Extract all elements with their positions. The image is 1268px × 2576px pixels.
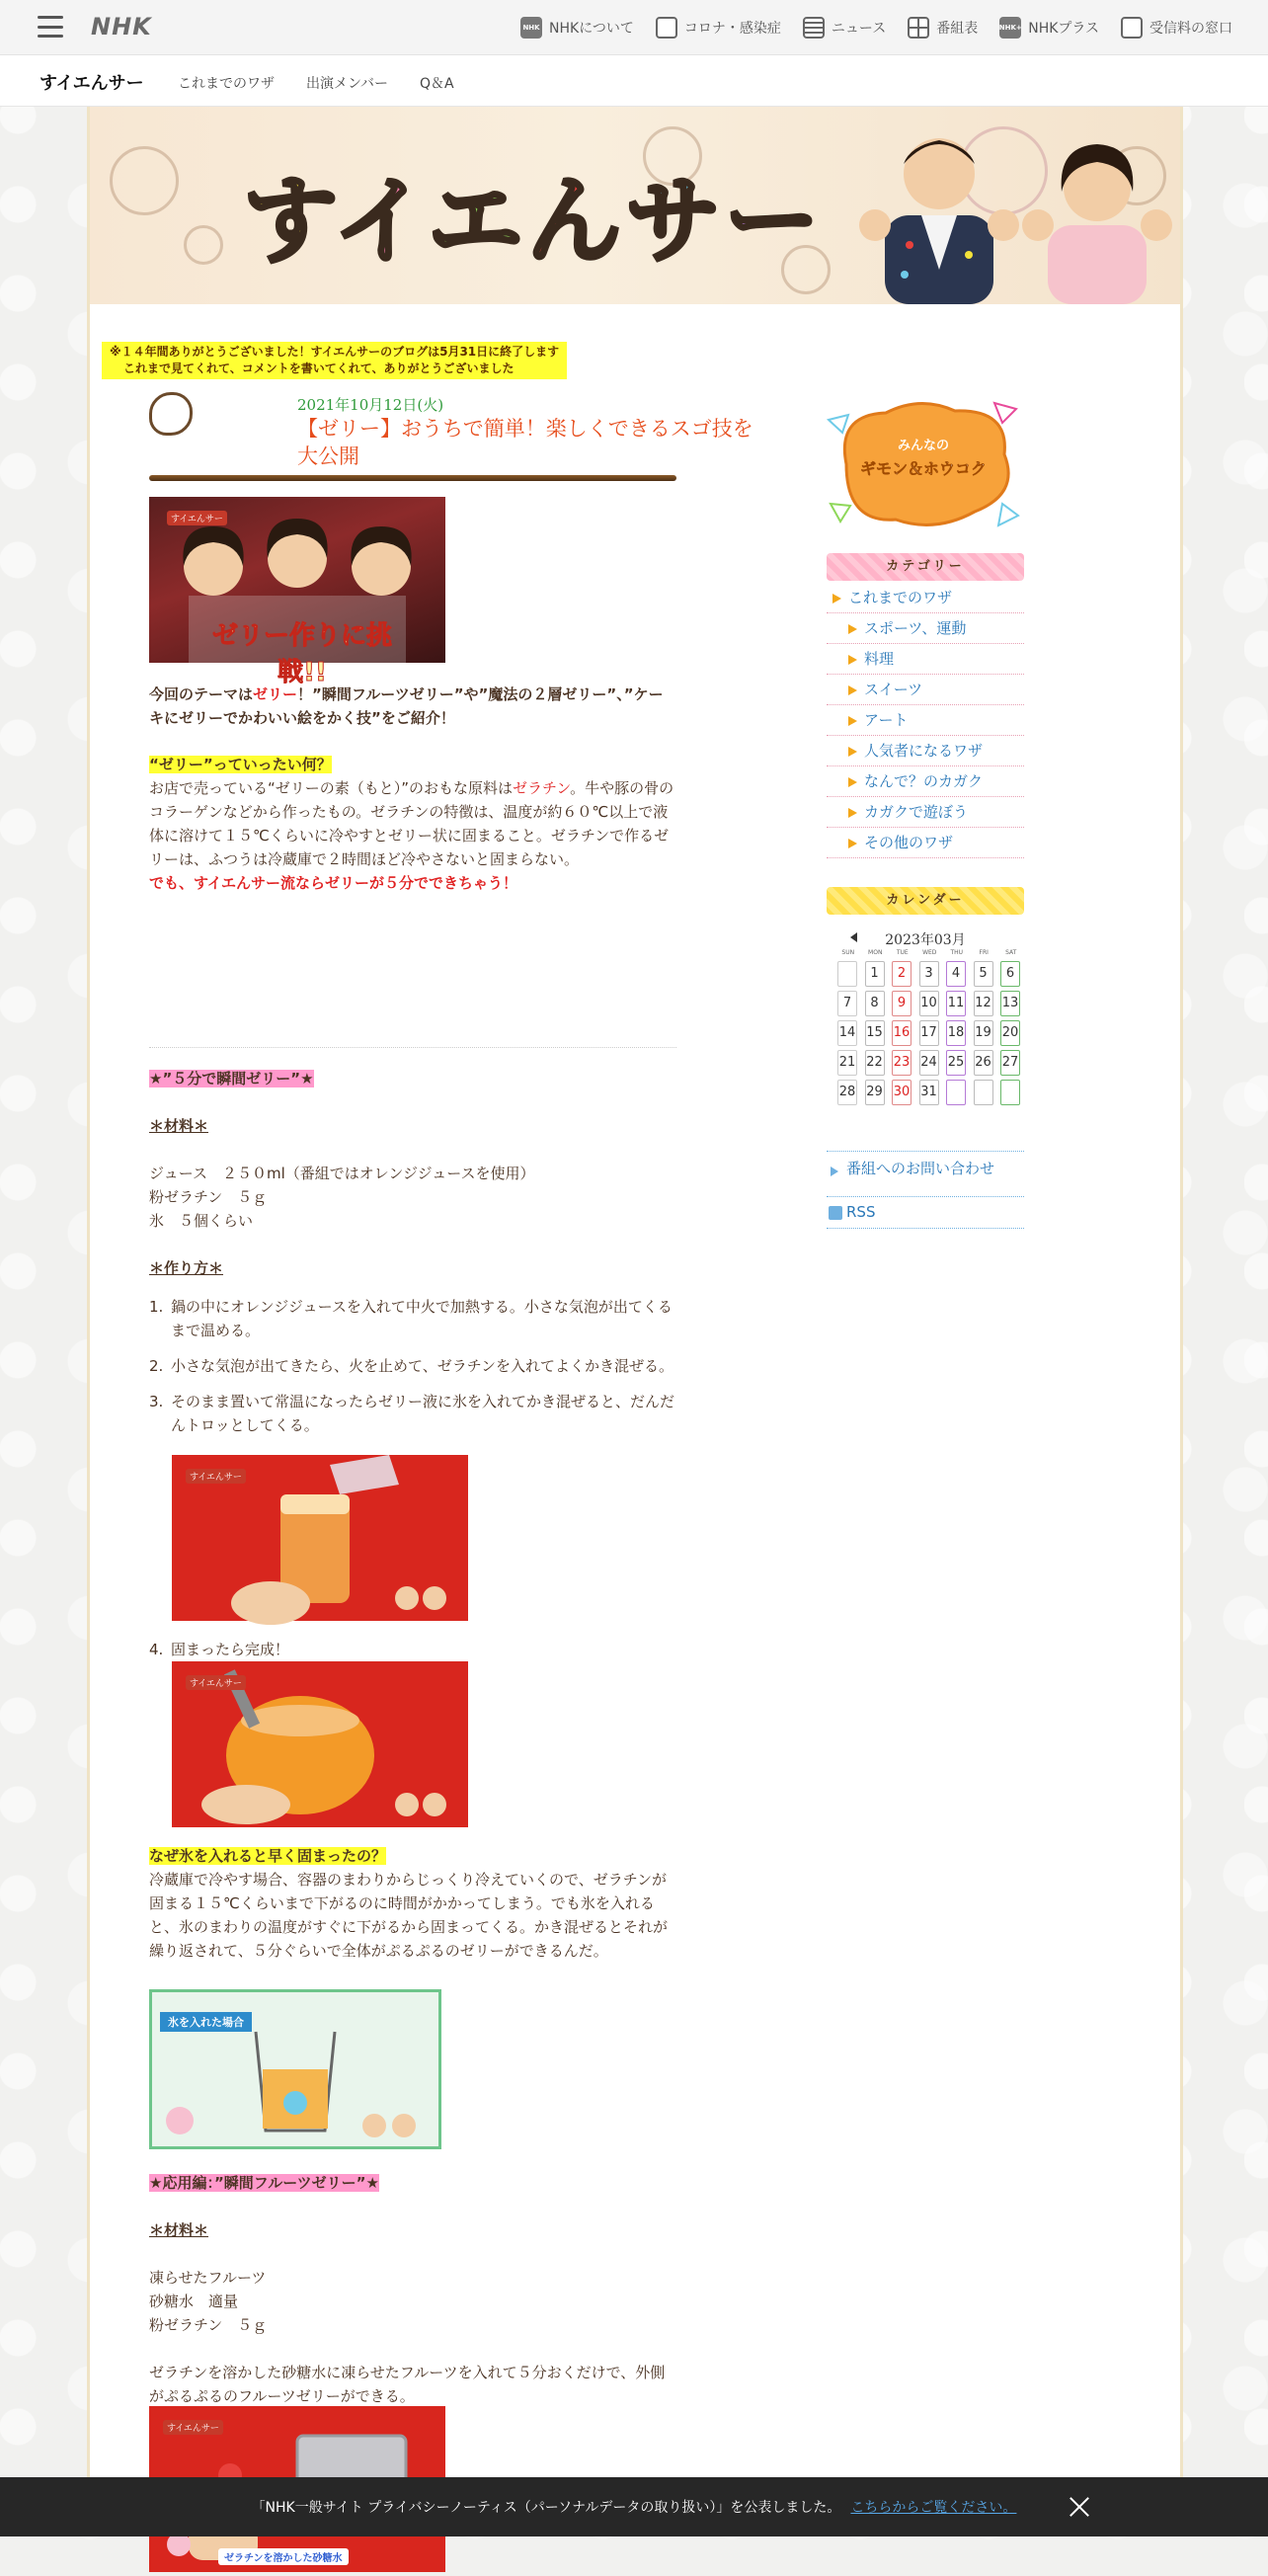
calendar-grid [834, 949, 1025, 1107]
material-item: 砂糖水 適量 [149, 2293, 239, 2310]
calendar-day[interactable]: 9 [892, 991, 911, 1016]
calendar-day[interactable]: 8 [865, 991, 885, 1016]
category-label: その他のワザ [864, 834, 954, 851]
calendar-day[interactable]: 21 [837, 1050, 857, 1076]
section-divider [149, 1047, 676, 1048]
gnav-label: コロナ・感染症 [683, 21, 781, 37]
section-heading: ★”５分で瞬間ゼリー”★ [149, 1070, 314, 1087]
category-item[interactable] [827, 705, 1024, 736]
banner-logo: すイエんサー [243, 166, 824, 277]
calendar-weekday: TUE [896, 949, 909, 956]
calendar-day[interactable]: 13 [1000, 991, 1020, 1016]
category-label: なんで？のカガク [864, 772, 984, 790]
category-item[interactable] [827, 797, 1024, 828]
material-item: ジュース ２５０ml（番組ではオレンジジュースを使用） [149, 1165, 535, 1182]
gnav-reception[interactable] [1121, 17, 1232, 39]
category-item[interactable] [827, 766, 1024, 797]
calendar-day[interactable]: 11 [946, 991, 966, 1016]
calendar-day [974, 1080, 993, 1105]
global-nav [520, 0, 1232, 55]
calendar-day[interactable]: 25 [946, 1050, 966, 1076]
category-label: アート [864, 711, 909, 729]
step-text: そのまま置いて常温になったらゼリー液に氷を入れてかき混ぜると、だんだんトロッとしてくる。 [171, 1393, 675, 1434]
section-heading: ★応用編：”瞬間フルーツゼリー”★ [149, 2174, 379, 2192]
hamburger-menu-icon[interactable] [38, 16, 63, 38]
nav-link-qa[interactable]: Q＆A [420, 76, 454, 92]
calendar-day[interactable]: 16 [892, 1020, 911, 1046]
category-label: これまでのワザ [848, 589, 953, 606]
calendar-weekday: MON [868, 949, 883, 956]
privacy-notice-bar [0, 2477, 1268, 2536]
nhk-about-icon: NHK [520, 17, 542, 39]
materials-heading: ＊材料＊ [149, 2221, 209, 2239]
category-item[interactable] [827, 675, 1024, 705]
calendar-day[interactable]: 26 [974, 1050, 993, 1076]
calendar-day[interactable]: 7 [837, 991, 857, 1016]
step-number: 4. [149, 1641, 164, 1658]
calendar-day[interactable]: 27 [1000, 1050, 1020, 1076]
why-ice-answer: 冷蔵庫で冷やす場合、容器のまわりからじっくり冷えていくので、ゼラチンが固まる１５℃くらいまで下がるのに時間がかかってしまう。でも氷を入れると、氷のまわりの温度がすぐに下がるから固まってくる。かき混ぜるとそれが繰り返されて、５分ぐらいで全体がぷるぷるのゼリーができるんだ。 [149, 1871, 669, 1960]
calendar-month: 2023年03月 [885, 932, 966, 948]
step4-image [172, 1661, 468, 1827]
intro-theme: ゼリー [253, 685, 298, 703]
calendar-weekday: SUN [841, 949, 855, 956]
nhk-plus-icon: NHK+ [999, 17, 1021, 39]
calendar-day [1000, 1080, 1020, 1105]
fruit-caption: ゼラチンを溶かした砂糖水 [218, 2548, 349, 2565]
image-badge: すイエんサー [186, 1675, 246, 1690]
material-item: 氷 ５個くらい [149, 1212, 254, 1230]
image-badge: すイエんサー [186, 1469, 246, 1484]
rss-link[interactable] [827, 1196, 1024, 1229]
gelatin-explanation [149, 776, 676, 871]
why-ice-section [149, 1844, 676, 1963]
question-heading: なぜ氷を入れると早く固まったの？ [149, 1847, 387, 1865]
questions-reports-badge[interactable] [827, 395, 1020, 533]
step-item [149, 1295, 676, 1342]
step3-image [172, 1455, 468, 1621]
category-item[interactable] [827, 828, 1024, 858]
gnav-label: 番組表 [936, 21, 979, 37]
calendar-day[interactable]: 15 [865, 1020, 885, 1046]
calendar-day[interactable]: 22 [865, 1050, 885, 1076]
calendar-day[interactable]: 18 [946, 1020, 966, 1046]
program-banner[interactable] [90, 107, 1180, 304]
gnav-corona[interactable] [656, 17, 781, 39]
program-table-icon [908, 17, 929, 39]
arrow-icon [831, 1167, 838, 1176]
calendar-day[interactable]: 10 [919, 991, 939, 1016]
image-badge: すイエんサー [163, 2420, 223, 2435]
rss-icon [829, 1206, 842, 1220]
category-item[interactable] [827, 613, 1024, 644]
howto-heading: ＊作り方＊ [149, 1259, 224, 1277]
calendar-day[interactable]: 20 [1000, 1020, 1020, 1046]
material-item: 凍らせたフルーツ [149, 2269, 267, 2287]
fruit-jelly-text: ゼラチンを溶かした砂糖水に凍らせたフルーツを入れて５分おくだけで、外側がぷるぷるのフルーツゼリーができる。 [149, 2364, 666, 2405]
article-title-icon [149, 392, 193, 436]
intro-paragraph [149, 683, 676, 730]
arrow-icon [848, 839, 857, 848]
calendar-day[interactable]: 4 [946, 961, 966, 987]
category-item[interactable] [827, 583, 1024, 613]
close-icon[interactable] [1069, 2496, 1090, 2518]
calendar-weekday: FRI [979, 949, 989, 956]
contact-label: 番組へのお問い合わせ [846, 1160, 995, 1177]
calendar-day[interactable]: 23 [892, 1050, 911, 1076]
gnav-label: ニュース [831, 21, 887, 37]
nav-link-members[interactable]: 出演メンバー [306, 76, 389, 92]
question-heading: “ゼリー”っていったい何？ [149, 756, 332, 773]
gnav-label: NHKプラス [1028, 21, 1099, 37]
gnav-news[interactable] [803, 17, 886, 39]
gelatin-keyword: ゼラチン [513, 779, 571, 797]
badge-line-1: みんなの [897, 439, 949, 453]
nav-link-past-tips[interactable]: これまでのワザ [178, 76, 275, 92]
circle-doodle-icon [184, 225, 223, 265]
calendar-day[interactable]: 3 [919, 961, 939, 987]
reception-icon [1121, 17, 1143, 39]
step-number: 3. [149, 1393, 164, 1410]
step-number: 2. [149, 1357, 164, 1375]
presenter-girl-image [1018, 107, 1176, 304]
post-date: 2021年10月12日(火) [297, 396, 444, 414]
gnav-nhk-plus[interactable] [999, 17, 1099, 39]
arrow-icon [848, 685, 857, 695]
presenter-boy-image [850, 107, 1028, 304]
notice-line-1: ※１４年間ありがとうございました！すイエんサーのブログは5月31日に終了します [110, 345, 560, 359]
five-minute-claim: でも、すイエんサー流ならゼリーが５分でできちゃう！ [149, 874, 518, 892]
category-label: カガクで遊ぼう [864, 803, 969, 821]
badge-line-2: ギモン＆ホウコク [859, 459, 987, 478]
material-item: 粉ゼラチン ５ｇ [149, 2316, 268, 2334]
privacy-notice-link[interactable]: こちらからご覧ください。 [850, 2500, 1017, 2516]
calendar-day[interactable]: 24 [919, 1050, 939, 1076]
what-is-jelly-section [149, 753, 676, 895]
program-title[interactable]: すイエんサー [40, 73, 144, 94]
gnav-label: NHKについて [549, 21, 634, 37]
category-item[interactable] [827, 736, 1024, 766]
category-list [827, 583, 1024, 858]
calendar-weekday: THU [950, 949, 964, 956]
arrow-icon [848, 624, 857, 634]
arrow-icon [848, 808, 857, 818]
contact-link[interactable] [827, 1151, 1024, 1178]
program-nav [0, 55, 1268, 107]
materials-heading: ＊材料＊ [149, 1117, 209, 1135]
intro-text-after: ！”瞬間フルーツゼリー”や”魔法の２層ゼリー”、”ケーキにゼリーでかわいい絵をかく技”をご紹介！ [149, 685, 664, 727]
diagram-label: 氷を入れた場合 [160, 2012, 252, 2032]
calendar-heading: カレンダー [827, 887, 1024, 915]
step-item [149, 1638, 676, 1661]
calendar-weekday: SAT [1005, 949, 1017, 956]
step-item [149, 1354, 676, 1378]
fruit-jelly-section [149, 2171, 676, 2408]
notice-line-2: これまで見てくれて、コメントを書いてくれて、ありがとうございました [123, 362, 515, 375]
material-item: 粉ゼラチン ５ｇ [149, 1188, 268, 1206]
step-text: 鍋の中にオレンジジュースを入れて中火で加熱する。小さな気泡が出てくるまで温める。 [171, 1298, 673, 1339]
global-header [0, 0, 1268, 55]
calendar-day[interactable]: 28 [837, 1080, 857, 1105]
hero-caption: ゼリー作りに挑戦!! [211, 621, 392, 687]
calendar-day[interactable]: 17 [919, 1020, 939, 1046]
calendar-day[interactable]: 6 [1000, 961, 1020, 987]
step4 [149, 1638, 676, 1661]
category-heading: カテゴリー [827, 553, 1024, 581]
ice-diagram-image [149, 1989, 441, 2149]
step-item [149, 1390, 676, 1437]
arrow-icon [848, 716, 857, 726]
calendar-day[interactable]: 2 [892, 961, 911, 987]
calendar-day[interactable]: 30 [892, 1080, 911, 1105]
nhk-logo[interactable]: NHK [91, 13, 152, 40]
calendar-day[interactable]: 19 [974, 1020, 993, 1046]
hero-thumbnail [149, 497, 445, 687]
instant-jelly-section [149, 1067, 676, 1280]
calendar-day [946, 1080, 966, 1105]
gnav-nhk-about[interactable] [520, 17, 634, 39]
category-label: スポーツ、運動 [864, 619, 967, 637]
arrow-icon [848, 655, 857, 665]
explain-text: お店で売っている“ゼリーの素（もと）”のおもな原料は [149, 779, 514, 797]
blog-end-notice [102, 342, 567, 379]
news-icon [803, 17, 825, 39]
steps-list [149, 1295, 676, 1437]
globe-doodle-icon [110, 146, 179, 215]
calendar-day[interactable]: 12 [974, 991, 993, 1016]
rss-label: RSS [846, 1203, 876, 1221]
category-item[interactable] [827, 644, 1024, 675]
gnav-label: 受信料の窓口 [1149, 21, 1232, 37]
page-frame [87, 107, 1183, 2564]
explain-text: 。牛や豚の骨のコラーゲンなどから作ったもの。ゼラチンの特徴は、温度が約６０℃以上で液体に溶けて１５℃くらいに冷やすとゼリー状に固まること。ゼラチンで作るゼリーは、ふつうは冷蔵庫で２時間ほど冷やさないと固まらない。 [149, 779, 674, 868]
calendar [827, 929, 1024, 1226]
hero-badge: すイエんサー [167, 511, 227, 525]
intro-text-before: 今回のテーマは [149, 685, 254, 703]
step-text: 小さな気泡が出てきたら、火を止めて、ゼラチンを入れてよくかき混ぜる。 [171, 1357, 674, 1375]
post-title[interactable]: 【ゼリー】おうちで簡単！楽しくできるスゴ技を大公開 [297, 417, 753, 468]
privacy-notice-text: 「NHK一般サイト プライバシーノーティス（パーソナルデータの取り扱い）」を公表しました。 [251, 2500, 841, 2516]
arrow-icon [848, 777, 857, 787]
calendar-day[interactable]: 31 [919, 1080, 939, 1105]
gnav-program-table[interactable] [908, 17, 978, 39]
calendar-day[interactable]: 14 [837, 1020, 857, 1046]
arrow-icon [848, 747, 857, 757]
calendar-day[interactable]: 1 [865, 961, 885, 987]
step-number: 1. [149, 1298, 164, 1316]
step-text: 固まったら完成！ [171, 1641, 290, 1658]
corona-icon [656, 17, 677, 39]
calendar-weekday: WED [922, 949, 937, 956]
calendar-day [837, 961, 857, 987]
calendar-day[interactable]: 5 [974, 961, 993, 987]
calendar-day[interactable]: 29 [865, 1080, 885, 1105]
arrow-icon [832, 594, 841, 604]
category-label: 料理 [864, 650, 895, 668]
category-label: スイーツ [864, 681, 923, 698]
category-label: 人気者になるワザ [864, 742, 984, 760]
title-divider [149, 475, 676, 481]
